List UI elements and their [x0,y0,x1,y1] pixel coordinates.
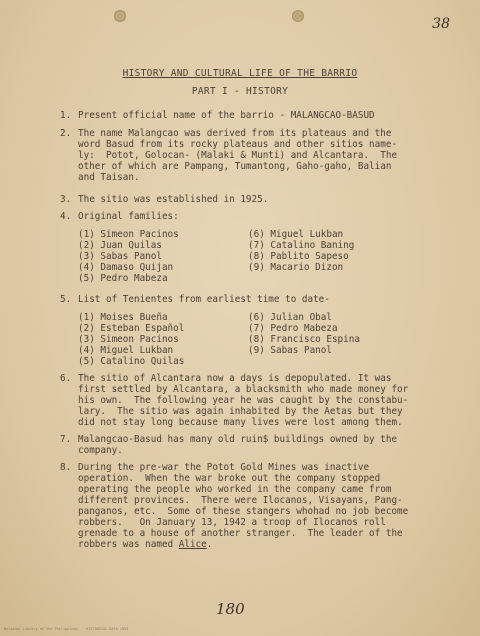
document-title: HISTORY AND CULTURAL LIFE OF THE BARRIO [122,68,358,79]
item-3 [60,194,440,205]
robber-leader-name: Alice [178,539,207,550]
teniente-entry: (5) Catalino Quilas [78,356,185,367]
folio-number: 38 [432,16,450,32]
tenientes-left-column [78,312,184,367]
item-text: The sitio of Alcantara now a days is depopulated. It was first settled by Alcantara, a blacksmith who made money for his own. The following year he was caught by the constabu- lary. The sitio was again inhabited by the Aetas but they did not stay long because many lives were lost among them. [78,373,409,428]
item-number: 6. [60,373,72,384]
item-number: 8. [60,462,72,473]
families-left-column [78,229,179,284]
family-entry: (7) Catalino Baning [248,240,355,251]
family-entry: (5) Pedro Mabeza [78,273,168,284]
family-entry: (4) Damaso Quijan [78,262,174,273]
item-number: 3. [60,194,72,205]
item-6 [60,373,440,428]
teniente-entry: (1) Moises Bueña [78,312,168,323]
teniente-entry: (2) Esteban Español [78,323,185,334]
item-number: 2. [60,128,72,139]
item-text: Present official name of the barrio - MALANGCAO-BASUD [78,110,375,121]
item-number: 5. [60,294,72,305]
item-5 [60,294,440,305]
item-2 [60,128,440,183]
family-entry: (3) Sabas Panol [78,251,162,262]
page-number: 180 [216,600,245,618]
teniente-entry: (6) Julian Obal [248,312,332,323]
part-heading: PART I - HISTORY [191,86,289,97]
family-entry: (2) Juan Quilas [78,240,162,251]
item-1 [60,110,440,121]
item-8 [60,462,440,550]
item-7 [60,434,440,456]
teniente-entry: (7) Pedro Mabeza [248,323,338,334]
punch-hole [292,10,304,22]
tenientes-right-column [248,312,360,356]
item-text: Malangcao-Basud has many old ruin$ buildings owned by the company. [78,434,398,456]
item-number: 7. [60,434,72,445]
item-text: During the pre-war the Potot Gold Mines was inactive operation. When the war broke out the company stopped operating the people who worked in the company came from different provinces. There were Ilocanos, Visayans, Pang- panganos, etc. Some of these stangers whohad no job become robbers. On January 13, 1942 a troop of Ilocanos roll grenade to a house of another stranger. The leader of the robbers was named [78,462,409,550]
family-entry: (8) Pablito Sapeso [248,251,349,262]
item-text: List of Tenientes from earliest time to date- [78,294,330,305]
item-number: 4. [60,211,72,222]
family-entry: (6) Miguel Lukban [248,229,344,240]
archive-footer: National Library of the Philippines HISTORICAL DATA 1953 [4,627,129,631]
teniente-entry: (8) Francisco Espina [248,334,360,345]
item-number: 1. [60,110,72,121]
teniente-entry: (3) Simeon Pacinos [78,334,179,345]
item-4 [60,211,440,222]
family-entry: (9) Macario Dizon [248,262,344,273]
families-right-column [248,229,354,273]
item-text: The name Malangcao was derived from its plateaus and the word Basud from its rocky plateaus and other sitios name- ly: Potot, Golocan- (Malaki & Munti) and Alcantara. The other of which are Pampang, Tumantong, Gaho-gaho, Balian and Taisan. [78,128,398,183]
punch-hole [114,10,126,22]
item-text: Original families: [78,211,179,222]
item-text-wrap: During the pre-war the Potot Gold Mines was inactive operation. When the war broke out the company stopped operating the people who worked in the company came from different provinces. There were Ilocanos, Visayans, Pang- panganos, etc. Some of these stangers whohad no job become robbers. On January 13, 1942 a troop of Ilocanos roll grenade to a house of another stranger. The leader of the robbers was named Alice. [78,462,409,550]
item-text: The sitio was established in 1925. [78,194,269,205]
family-entry: (1) Simeon Pacinos [78,229,179,240]
teniente-entry: (9) Sabas Panol [248,345,332,356]
teniente-entry: (4) Miguel Lukban [78,345,174,356]
